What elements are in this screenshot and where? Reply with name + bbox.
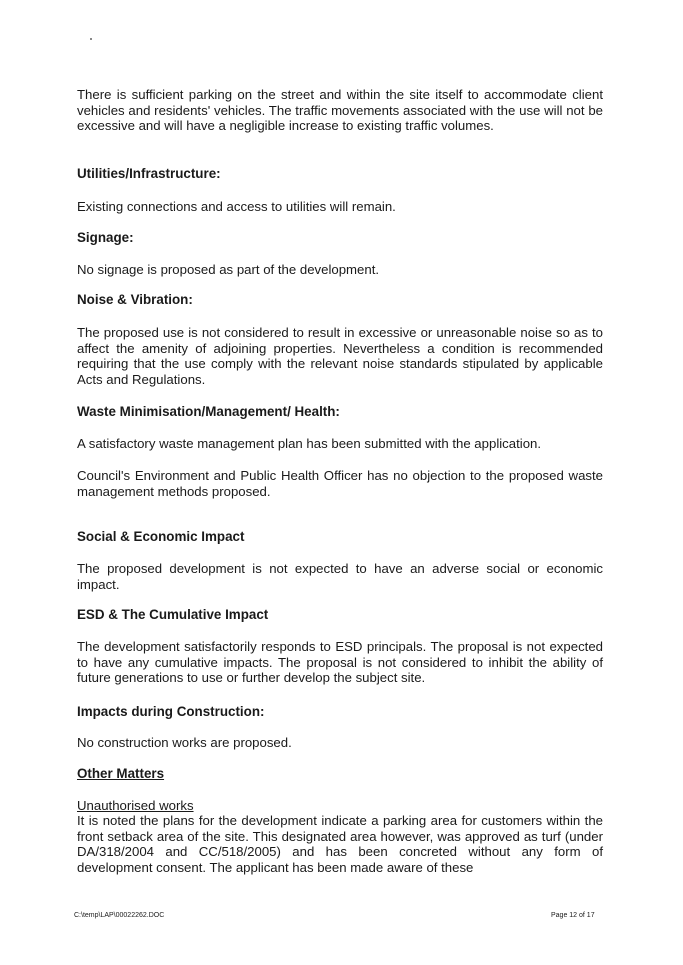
heading-social [77,529,603,545]
heading-signage [77,230,603,246]
scan-speck [90,38,92,40]
heading-text: Utilities/Infrastructure: [77,166,221,181]
footer-file-path: C:\temp\LAP\00022262.DOC [74,912,165,919]
paragraph-waste-plan [77,436,603,452]
paragraph-waste-officer [77,468,603,499]
heading-text: Impacts during Construction: [77,704,265,719]
heading-text: Waste Minimisation/Management/ Health: [77,404,340,419]
paragraph-noise [77,325,603,387]
heading-text: Other Matters [77,766,165,781]
heading-text: Signage: [77,230,134,245]
paragraph-text: Council's Environment and Public Health Officer has no objection to the proposed waste management methods proposed. [77,468,603,499]
heading-text: ESD & The Cumulative Impact [77,607,269,622]
paragraph-signage [77,262,603,278]
paragraph-construction [77,735,603,751]
paragraph-text: The proposed use is not considered to result in excessive or unreasonable noise so as to affect the amenity of adjoining properties. Nevertheless a condition is recommended requiring that the use comply with the relevant noise standards stipulated by applicable Acts and Regulations. [77,325,603,387]
heading-text: Social & Economic Impact [77,529,245,544]
heading-text: Noise & Vibration: [77,292,193,307]
heading-utilities [77,166,603,182]
paragraph-text: There is sufficient parking on the street and within the site itself to accommodate client vehicles and residents' vehicles. The traffic movements associated with the use will not be excessive and will have a negligible increase to existing traffic volumes. [77,87,603,134]
paragraph-parking [77,87,603,134]
subheading-unauthorised-works [77,798,603,814]
paragraph-text: No signage is proposed as part of the development. [77,262,380,277]
paragraph-utilities [77,199,603,215]
heading-noise [77,292,603,308]
heading-esd [77,607,603,623]
heading-other-matters [77,766,603,782]
paragraph-text: A satisfactory waste management plan has been submitted with the application. [77,436,542,451]
paragraph-text: The development satisfactorily responds to ESD principals. The proposal is not expected to have any cumulative impacts. The proposal is not considered to inhibit the ability of future generations to use or further develop the subject site. [77,639,603,686]
heading-waste [77,404,603,420]
paragraph-social [77,561,603,592]
paragraph-text: It is noted the plans for the development indicate a parking area for customers within the front setback area of the site. This designated area however, was approved as turf (under DA/318/2004 and CC/518/2005) and has been concreted without any form of development consent. The applicant has been made aware of these [77,813,603,875]
paragraph-unauthorised-works [77,813,603,875]
paragraph-esd [77,639,603,686]
paragraph-text: The proposed development is not expected to have an adverse social or economic impact. [77,561,603,592]
paragraph-text: No construction works are proposed. [77,735,292,750]
footer-page-number: Page 12 of 17 [551,912,595,919]
subheading-text: Unauthorised works [77,798,194,813]
paragraph-text: Existing connections and access to utilities will remain. [77,199,396,214]
heading-construction [77,704,603,720]
